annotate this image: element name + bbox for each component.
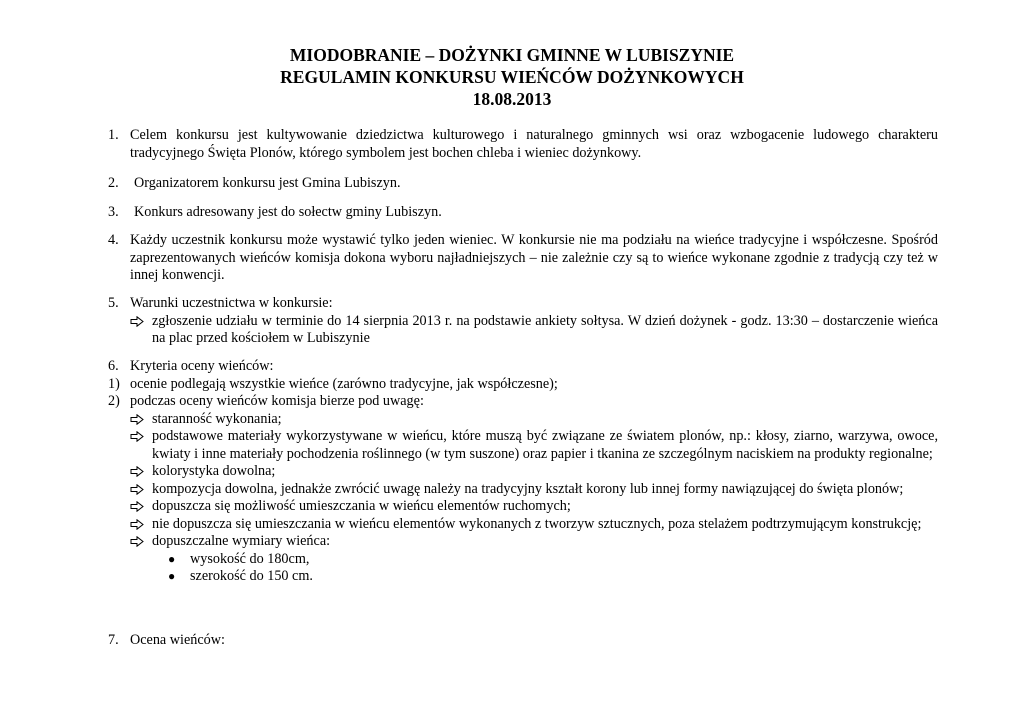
section-4 — [108, 232, 938, 285]
section-text: Celem konkursu jest kultywowanie dziedzictwa kulturowego i naturalnego gminnych wsi oraz wzbogacenie ludowego charakteru tradycyjnego Święta Plonów, którego symbolem jest bochen chleba i wieniec dożynkowy. — [130, 127, 938, 161]
section-text: Kryteria oceny wieńców: — [130, 358, 274, 374]
dimension-item: szerokość do 150 cm. — [190, 568, 313, 584]
subpoint-text: ocenie podlegają wszystkie wieńce (zarówno tradycyjne, jak współczesne); — [130, 375, 558, 392]
section-number: 3. — [108, 204, 119, 220]
title-line-2: REGULAMIN KONKURSU WIEŃCÓW DOŻYNKOWYCH — [280, 67, 744, 87]
section-number: 7. — [108, 632, 119, 648]
section-3 — [108, 204, 938, 222]
list-item: dopuszczalne wymiary wieńca: — [152, 533, 331, 549]
arrow-bullet-icon — [130, 481, 146, 498]
list-item: dopuszcza się możliwość umieszczania w wieńcu elementów ruchomych; — [152, 498, 571, 514]
title-line-1: MIODOBRANIE – DOŻYNKI GMINNE W LUBISZYNIE — [289, 45, 735, 65]
section-number: 4. — [108, 232, 119, 248]
list-item: kompozycja dowolna, jednakże zwrócić uwagę należy na tradycyjny kształt korony lub innej formy nawiązującej do święta plonów; — [152, 480, 904, 497]
section-text: Ocena wieńców: — [130, 632, 225, 648]
subpoint-number: 1) — [108, 375, 120, 392]
list-item: zgłoszenie udziału w terminie do 14 sierpnia 2013 r. na podstawie ankiety sołtysa. W dzień dożynek - godz. 13:30 – dostarczenie wieńca na plac przed kościołem w Lubiszynie — [152, 312, 938, 346]
arrow-bullet-icon — [130, 498, 146, 515]
section-7 — [108, 632, 938, 650]
arrow-bullet-icon — [130, 463, 146, 480]
section-5 — [108, 295, 938, 348]
section-6 — [108, 358, 938, 586]
arrow-bullet-icon — [130, 428, 146, 445]
list-item: podstawowe materiały wykorzystywane w wieńcu, które muszą być związane ze światem plonów, np.: kłosy, ziarno, warzywa, owoce, kwiaty i inne materiały pochodzenia roślinnego (w tym suszone) oraz papier i tkanina ze szczególnym naciskiem na produkty regionalne; — [152, 428, 938, 462]
section-number: 1. — [108, 127, 119, 143]
section-1 — [108, 127, 938, 162]
list-item: nie dopuszcza się umieszczania w wieńcu elementów wykonanych z tworzyw sztucznych, poza stelażem podtrzymującym konstrukcję; — [152, 515, 922, 532]
dot-bullet-icon: ● — [168, 551, 176, 566]
section-number: 2. — [108, 175, 119, 191]
title-date: 18.08.2013 — [472, 89, 552, 109]
section-number: 5. — [108, 295, 119, 311]
arrow-bullet-icon — [130, 516, 146, 533]
dot-bullet-icon: ● — [168, 569, 176, 583]
arrow-bullet-icon — [130, 313, 146, 330]
section-2 — [108, 175, 938, 193]
subpoint-number: 2) — [108, 393, 120, 409]
section-text: Organizatorem konkursu jest Gmina Lubiszyn. — [134, 175, 401, 191]
section-text: Konkurs adresowany jest do sołectw gminy Lubiszyn. — [134, 204, 442, 220]
list-item: staranność wykonania; — [152, 410, 282, 427]
section-text: Warunki uczestnictwa w konkursie: — [130, 295, 333, 311]
arrow-bullet-icon — [130, 533, 146, 550]
dimension-item: wysokość do 180cm, — [190, 550, 310, 567]
subpoint-text: podczas oceny wieńców komisja bierze pod uwagę: — [130, 393, 424, 409]
list-item: kolorystyka dowolna; — [152, 463, 276, 479]
section-text: Każdy uczestnik konkursu może wystawić tylko jeden wieniec. W konkursie nie ma podziału na wieńce tradycyjne i współczesne. Spośród zaprezentowanych wieńców komisja dokona wyboru najładniejszych – nie zależnie czy są to wieńce wykonane zgodnie z tradycją czy też w innej konwencji. — [130, 232, 938, 283]
section-number: 6. — [108, 358, 119, 374]
arrow-bullet-icon — [130, 411, 146, 428]
